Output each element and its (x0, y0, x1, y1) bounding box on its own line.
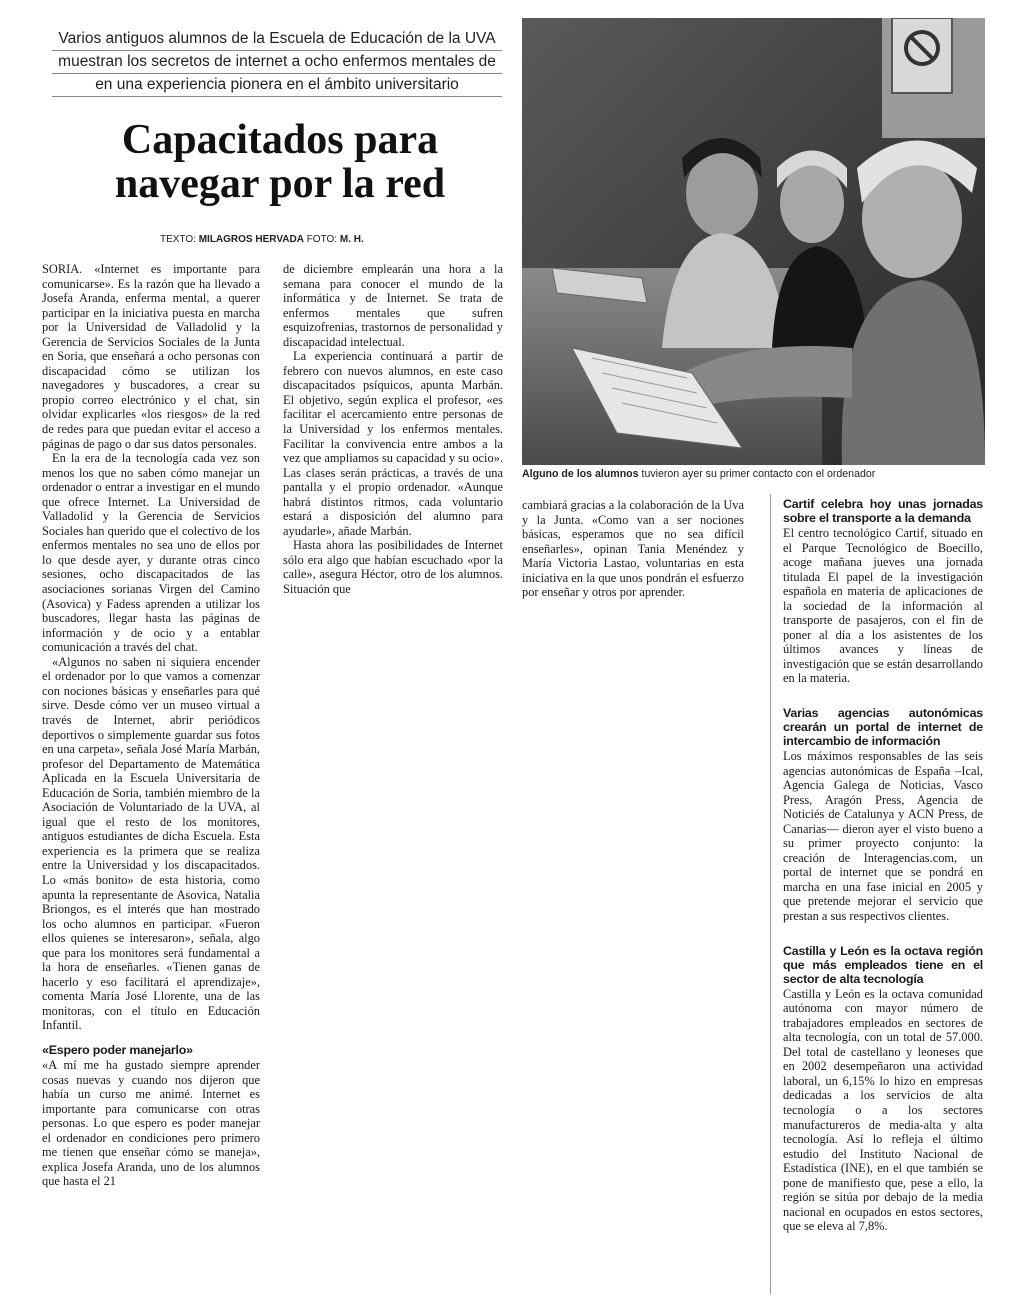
brief-item (783, 497, 983, 686)
article-paragraph: «Algunos no saben ni siquiera encender el ordenador por lo que vamos a comenzar con nociones básicas y enseñarles para qué sirve. Desde cómo ver un museo virtual a través de Internet, abrir periódicos deportivos o simplemente guardar sus fotos en una carpeta», señala José María Marbán, profesor del Departamento de Matemática Aplicada en la Escuela Universitaria de Educación de Soria, también miembro de la Asociación de Voluntariado de la UVA, al igual que el resto de los monitores, antiguos estudiantes de dicha Escuela. Esta experiencia es la primera que se realiza entre la Universidad y los discapacitados. Lo «más bonito» de esta historia, como apunta la representante de Asovica, Natalia Briongos, es el interés que han mostrado los ocho alumnos en participar. «Fueron ellos quienes se interesaron», señala, algo que para los monitores será fundamental a la hora de enseñarles. «Tienen ganas de hacerlo y eso facilitará el aprendizaje», comenta María José Llorente, una de las monitoras, con el título en Educación Infantil. (42, 654, 260, 1033)
article-paragraph: «A mí me ha gustado siempre aprender cosas nuevas y cuando nos dijeron que había un curso me animé. Internet es importante para comunicarse con otras personas. Lo que espero es poder manejar el ordenador en condiciones pero primero me tienen que enseñar cómo se maneja», explica Josefa Aranda, uno de los alumnos que hasta el 21 (42, 1057, 260, 1189)
article-subhead: «Espero poder manejarlo» (42, 1042, 193, 1057)
article-column-2 (283, 262, 503, 597)
article-paragraph: La experiencia continuará a partir de febrero con nuevos alumnos, en este caso discapacitados psíquicos, apunta Marbán. El objetivo, según explica el profesor, «es facilitar el acercamiento entre personas de la Universidad y los enfermos mentales. Facilitar la convivencia entre ambos a la vez que ampliamos su capacidad y su ocio». Las clases serán prácticas, a través de una pantalla y el propio ordenador. «Aunque habrá distintos ritmos, cada voluntario estará a disposición del alumno para ayudarle», añade Marbán. (283, 349, 503, 538)
byline-author: MILAGROS HERVADA (198, 234, 304, 245)
brief-item (783, 706, 983, 924)
brief-title: Varias agencias autonómicas crearán un portal de internet de intercambio de información (783, 706, 983, 749)
article-column-3 (522, 498, 744, 600)
article-paragraph: SORIA. «Internet es importante para comunicarse». Es la razón que ha llevado a Josefa Aranda, enferma mental, a querer participar en la iniciativa puesta en marcha por la Universidad de Valladolid y la Gerencia de Servicios Sociales de la Junta en Soria, que enseñará a ocho personas con discapacidad cómo se utilizan los navegadores y buscadores, a crear su propio correo electrónico y el chat, sin olvidar explicarles «los riesgos» de la red de redes para que puedan evitar el acceso a páginas de pago o dar sus datos personales. (42, 262, 260, 451)
headline-line-2: navegar por la red (114, 161, 446, 207)
column-divider (770, 494, 771, 1294)
article-paragraph: Hasta ahora las posibilidades de Internet sólo era algo que habían escuchado «por la calle», asegura Héctor, otro de los alumnos. Situación que (283, 538, 503, 597)
headline (70, 118, 490, 206)
kicker-line-2: muestran los secretos de internet a ocho enfermos mentales de (52, 51, 502, 74)
byline-text-label: TEXTO: (160, 234, 196, 245)
brief-title: Castilla y León es la octava región que más empleados tiene en el sector de alta tecnología (783, 943, 983, 986)
article-column-1 (42, 262, 260, 1189)
article-paragraph: de diciembre emplearán una hora a la semana para conocer el mundo de la informática y de Internet. Se trata de enfermos mentales que sufren esquizofrenias, trastornos de personalidad y discapacidad intelectual. (283, 262, 503, 349)
photo-caption (522, 468, 985, 480)
byline (160, 234, 400, 245)
briefs-column (783, 497, 983, 1254)
headline-line-1: Capacitados para (121, 117, 439, 163)
kicker (52, 28, 502, 97)
kicker-line-1: Varios antiguos alumnos de la Escuela de Educación de la UVA (52, 28, 502, 51)
article-paragraph: En la era de la tecnología cada vez son menos los que no saben cómo manejar un ordenador o entrar a investigar en el mundo que ofrece Internet. La Universidad de Valladolid y la Gerencia de Servicios Sociales han querido que el colectivo de los enfermos mentales no sea uno de ellos por lo que desde ayer, y durante otras cinco sesiones, ocho discapacitados de las asociaciones sorianas Virgen del Camino (Asovica) y Fadess aprenden a utilizar los buscadores, llegar hasta las páginas de información y de ocio y a entablar comunicación a través del chat. (42, 451, 260, 655)
byline-photo-label: FOTO: (306, 234, 338, 245)
brief-title: Cartif celebra hoy unas jornadas sobre el transporte a la demanda (783, 497, 983, 525)
brief-item (783, 944, 983, 1234)
article-photo (522, 18, 985, 465)
photo-computer-class (522, 18, 985, 465)
article-paragraph: cambiará gracias a la colaboración de la Uva y la Junta. «Como van a ser nociones básicas, esperamos que no sea difícil enseñarles», opinan Tania Menéndez y María Victoria Lastao, voluntarias en esta iniciativa en la que unos pondrán el esfuerzo por enseñar y otros por aprender. (522, 498, 744, 600)
brief-body: El centro tecnológico Cartif, situado en el Parque Tecnológico de Boecillo, acoge mañana jueves una jornada titulada El papel de la investigación española en materia de aplicaciones de la sociedad de la información al transporte de pasajeros, con el fin de poner al día a los asistentes de los últimos avances y líneas de investigación que se están desarrollando en la materia. (783, 526, 983, 686)
caption-text: tuvieron ayer su primer contacto con el ordenador (641, 468, 876, 480)
brief-body: Los máximos responsables de las seis agencias autonómicas de España –Ical, Agencia Galega de Noticias, Vasco Press, Aragón Press, Agencia de Noticiés de Catalunya y ACN Press, de Canarias— dieron ayer el visto bueno a su primer proyecto conjunto: la creación de Interagencias.com, un portal de internet que se pondrá en marcha en una fase inicial en 2005 y que pretende mejorar el servicio que prestan a sus respectivos clientes. (783, 749, 983, 924)
kicker-line-3: en una experiencia pionera en el ámbito universitario (52, 74, 502, 97)
brief-body: Castilla y León es la octava comunidad autónoma con mayor número de trabajadores empleados en sectores de alta tecnología, con un total de 57.000. Del total de castellano y leoneses que en 2002 desempeñaron una actividad laboral, un 6,15% lo hizo en empresas dedicadas a los servicios de alta tecnología o a los sectores manufactureros de media-alta y alta tecnología. Así lo refleja el último estudio del Instituto Nacional de Estadística (INE), en el que también se pone de manifiesto que, pese a ello, la región se sitúa por debajo de la media nacional en ocupados en estos sectores, que se eleva al 7,8%. (783, 986, 983, 1234)
byline-photographer: M. H. (339, 234, 364, 245)
caption-lead: Alguno de los alumnos (522, 468, 639, 480)
